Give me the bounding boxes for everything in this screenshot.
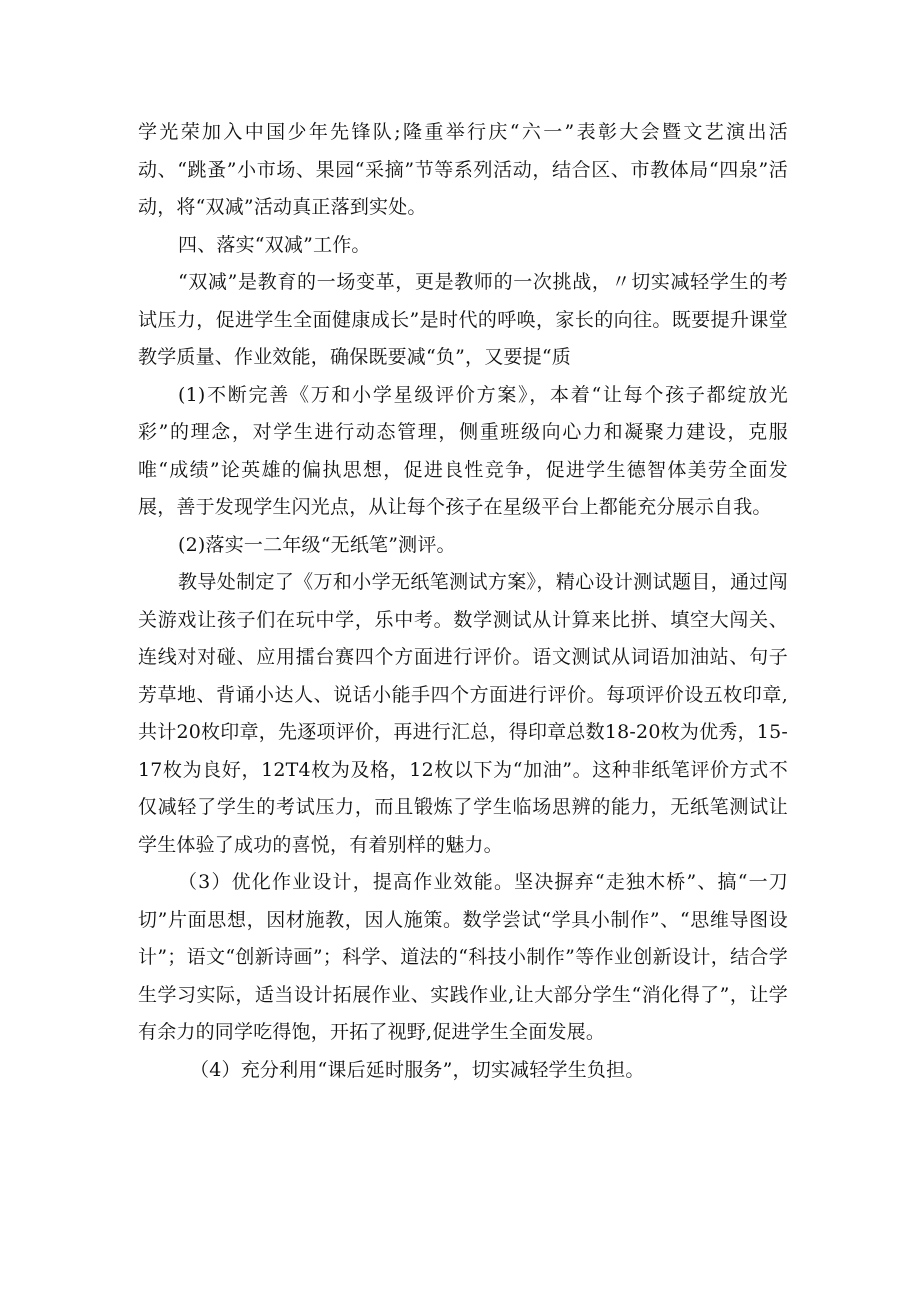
- paragraph-item-4-after-school-service: （4）充分利用“课后延时服务”，切实减轻学生负担。: [190, 1058, 645, 1081]
- paragraph-item-2-heading: (2)落实一二年级“无纸笔”测评。: [178, 533, 456, 556]
- document-body: [138, 114, 788, 1089]
- paragraph-item-2-paperless-test: 教导处制定了《万和小学无纸笔测试方案》，精心设计测试题目，通过闯关游戏让孩子们在玩中学，乐中考。数学测试从计算来比拼、填空大闯关、连线对对碰、应用擂台赛四个方面进行评价。语文测试从词语加油站、句子芳草地、背诵小达人、说话小能手四个方面进行评价。每项评价设五枚印章,共计20枚印章，先逐项评价，再进行汇总，得印章总数18-20枚为优秀，15-17枚为良好，12T4枚为及格，12枚以下为“加油”。这种非纸笔评价方式不仅减轻了学生的考试压力，而且锻炼了学生临场思辨的能力，无纸笔测试让学生体验了成功的喜悦，有着别样的魅力。: [138, 571, 788, 856]
- section-heading-double-reduction: 四、落实“双减”工作。: [178, 233, 371, 256]
- paragraph-activities-continuation: 学光荣加入中国少年先锋队;隆重举行庆“六一”表彰大会暨文艺演出活动、“跳蚤”小市场、果园“采摘”节等系列活动，结合区、市教体局“四泉”活动，将“双减”活动真正落到实处。: [138, 121, 788, 218]
- paragraph-item-1-star-evaluation: (1)不断完善《万和小学星级评价方案》，本着“让每个孩子都绽放光彩”的理念，对学生进行动态管理，侧重班级向心力和凝聚力建设，克服唯“成绩”论英雄的偏执思想，促进良性竞争，促进学生德智体美劳全面发展，善于发现学生闪光点，从让每个孩子在星级平台上都能充分展示自我。: [138, 383, 788, 518]
- paragraph-item-3-homework-design: （3）优化作业设计，提高作业效能。坚决摒弃“走独木桥”、搞“一刀切”片面思想，因材施教，因人施策。数学尝试“学具小制作”、“思维导图设计”；语文“创新诗画”；科学、道法的“科技小制作”等作业创新设计，结合学生学习实际，适当设计拓展作业、实践作业,让大部分学生“消化得了”，让学有余力的同学吃得饱，开拓了视野,促进学生全面发展。: [138, 871, 788, 1043]
- paragraph-double-reduction-intro: “双减”是教育的一场变革，更是教师的一次挑战，〃切实减轻学生的考试压力，促进学生全面健康成长”是时代的呼唤，家长的向往。既要提升课堂教学质量、作业效能，确保既要减“负”，又要提“质: [138, 271, 788, 368]
